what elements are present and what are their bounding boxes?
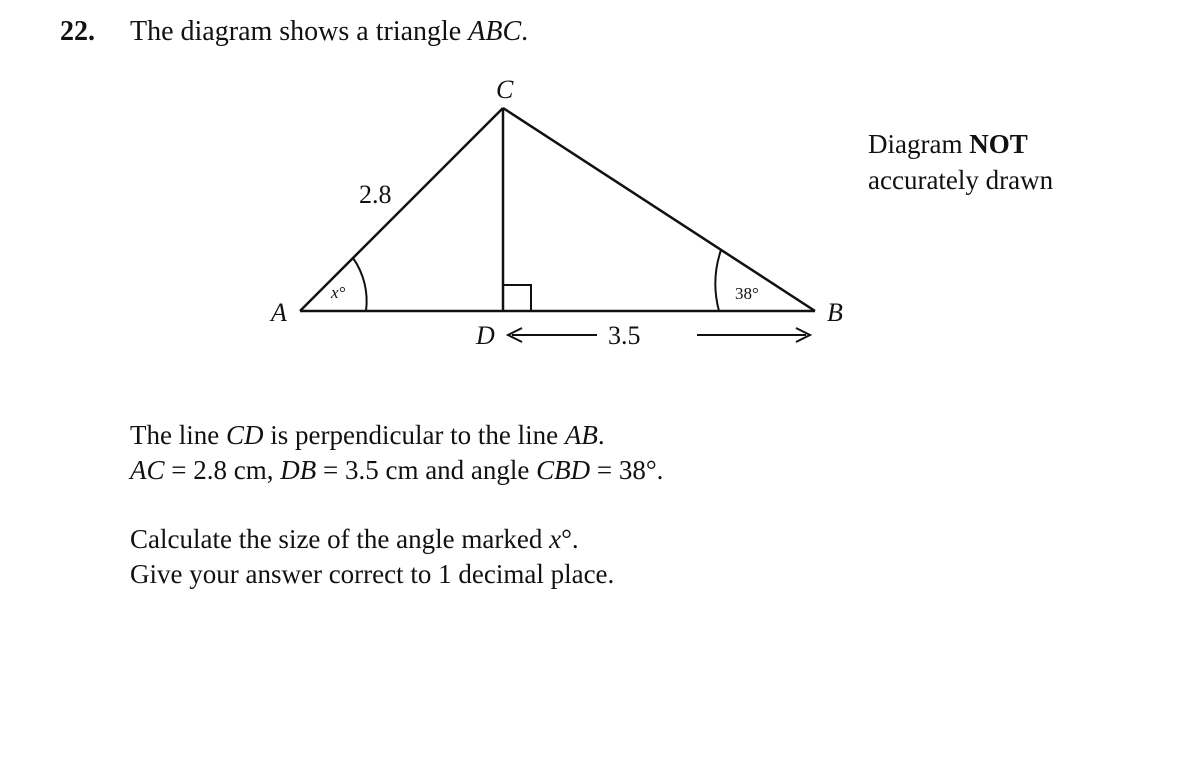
angle-label-b: 38° — [735, 284, 759, 303]
stmt1-text-e: . — [597, 420, 605, 450]
task-instructions — [130, 522, 614, 592]
angle-arc-a — [353, 258, 367, 311]
task1-text-a: Calculate the size of the angle marked — [130, 524, 550, 554]
vertex-label-c: C — [496, 75, 514, 104]
statement-line-1 — [130, 418, 663, 453]
stmt2-text-d: = 3.5 cm and angle — [316, 455, 537, 485]
vertex-label-a: A — [271, 298, 287, 327]
side-ac — [300, 108, 503, 311]
diagram-note — [868, 126, 1053, 198]
task1-text-c: °. — [561, 524, 579, 554]
stmt1-text-a: The line — [130, 420, 226, 450]
length-label-ac: 2.8 — [359, 180, 392, 209]
task-line-2: Give your answer correct to 1 decimal place. — [130, 559, 615, 589]
stmt2-text-b: = 2.8 cm, — [164, 455, 281, 485]
title-period: . — [521, 16, 529, 47]
stmt1-var-cd: CD — [225, 420, 264, 450]
statement-line-2 — [130, 453, 663, 488]
right-angle-marker — [504, 285, 531, 311]
note-bold: NOT — [969, 129, 1028, 159]
length-label-db: 3.5 — [608, 321, 641, 350]
given-statements — [130, 418, 663, 488]
stmt2-var-db: DB — [280, 455, 317, 485]
question-number: 22. — [60, 16, 95, 47]
note-suffix: accurately drawn — [868, 165, 1054, 195]
angle-label-x: x° — [331, 283, 346, 302]
stmt2-var-cbd: CBD — [536, 455, 591, 485]
note-prefix: Diagram — [868, 129, 970, 159]
angle-arc-b — [715, 250, 721, 311]
title-text: The diagram shows a triangle — [130, 16, 469, 47]
task1-var-x: x — [549, 524, 562, 554]
stmt1-text-c: is perpendicular to the line — [263, 420, 565, 450]
side-cb — [503, 108, 815, 311]
stmt1-var-ab: AB — [564, 420, 598, 450]
vertex-label-b: B — [827, 298, 843, 327]
stmt2-text-f: = 38°. — [590, 455, 664, 485]
stmt2-var-ac: AC — [130, 455, 165, 485]
vertex-label-d: D — [476, 321, 495, 350]
title-triangle-name: ABC — [468, 16, 522, 47]
task-line-1 — [130, 522, 614, 557]
